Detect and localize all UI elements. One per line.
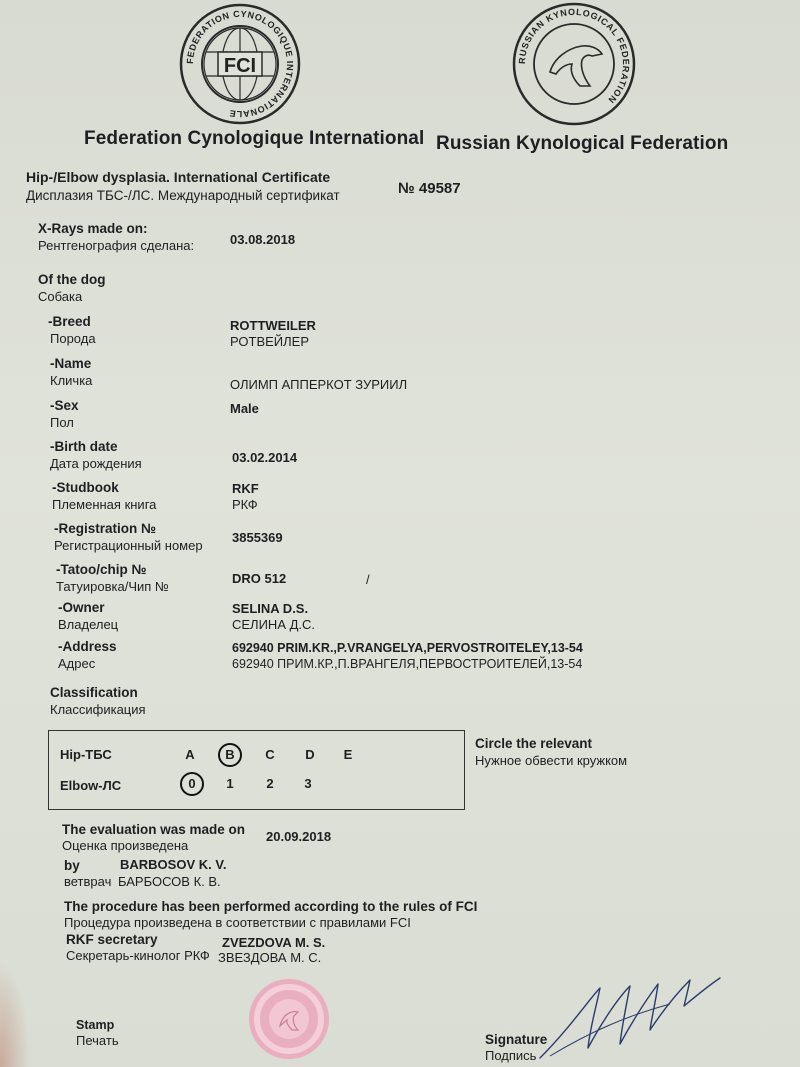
dog-section-label-ru: Собака	[38, 289, 83, 304]
vet-name-en: BARBOSOV K. V.	[120, 857, 227, 872]
stamp-label-ru: Печать	[76, 1033, 119, 1048]
secretary-name-ru: ЗВЕЗДОВА М. С.	[218, 950, 322, 965]
tattoo-label-ru: Татуировка/Чип №	[56, 579, 169, 594]
evaluation-date: 20.09.2018	[266, 829, 332, 844]
studbook-label-ru: Племенная книга	[52, 497, 157, 512]
sex-label-en: -Sex	[50, 398, 79, 413]
handwritten-signature	[530, 968, 730, 1064]
xray-label-en: X-Rays made on:	[38, 221, 148, 236]
secretary-label-en: RKF secretary	[66, 932, 158, 947]
dog-name-value: ОЛИМП АППЕРКОТ ЗУРИИЛ	[230, 377, 408, 392]
name-label-en: -Name	[50, 356, 92, 371]
secretary-label-ru: Секретарь-кинолог РКФ	[66, 948, 210, 963]
rkf-seal-icon	[510, 2, 638, 126]
breed-label-ru: Порода	[50, 331, 96, 346]
fci-seal-ring-text: FEDERATION CYNOLOGIQUE INTERNATIONALE	[184, 8, 296, 120]
owner-value-ru: СЕЛИНА Д.С.	[232, 617, 316, 632]
fci-organization-name: Federation Cynologique International	[84, 128, 425, 149]
hip-grade-e: E	[343, 747, 353, 762]
xray-date: 03.08.2018	[230, 232, 296, 247]
page-edge-shadow	[0, 960, 30, 1067]
owner-label-ru: Владелец	[58, 617, 119, 632]
address-value-en: 692940 PRIM.KR.,P.VRANGELYA,PERVOSTROITELEY,13-54	[232, 641, 583, 655]
studbook-label-en: -Studbook	[52, 480, 119, 495]
classification-label-en: Classification	[50, 685, 138, 700]
signature-label-ru: Подпись	[485, 1048, 537, 1063]
hip-grade-d: D	[305, 747, 315, 762]
registration-label-en: -Registration №	[54, 521, 157, 536]
registration-value: 3855369	[232, 530, 283, 545]
procedure-text-ru: Процедура произведена в соответствии с правилами FCI	[64, 915, 411, 930]
elbow-grade-2: 2	[266, 776, 274, 791]
evaluation-label-ru: Оценка произведена	[62, 838, 189, 853]
classification-label-ru: Классификация	[50, 702, 146, 717]
xray-label-ru: Рентгенография сделана:	[38, 238, 195, 253]
procedure-text-en: The procedure has been performed according to the rules of FCI	[64, 899, 478, 914]
by-label-en: by	[64, 858, 80, 873]
birth-date-label-ru: Дата рождения	[50, 456, 142, 471]
address-label-ru: Адрес	[58, 656, 96, 671]
elbow-grade-1: 1	[226, 776, 234, 791]
hip-grade-b-circled: B	[218, 743, 242, 767]
breed-value-ru: РОТВЕЙЛЕР	[230, 334, 309, 349]
studbook-value-en: RKF	[232, 481, 259, 496]
tattoo-separator: /	[366, 572, 370, 587]
sex-value: Male	[230, 401, 259, 416]
secretary-name-en: ZVEZDOVA M. S.	[222, 935, 326, 950]
breed-label-en: -Breed	[48, 314, 91, 329]
certificate-number: № 49587	[398, 180, 461, 197]
address-value-ru: 692940 ПРИМ.КР.,П.ВРАНГЕЛЯ,ПЕРВОСТРОИТЕЛЕЙ,13-54	[232, 657, 583, 671]
owner-label-en: -Owner	[58, 600, 105, 615]
dog-section-label-en: Of the dog	[38, 272, 106, 287]
birth-date-label-en: -Birth date	[50, 439, 118, 454]
certificate-title-en: Hip-/Elbow dysplasia. International Certificate	[26, 169, 331, 185]
hip-label: Hip-ТБС	[60, 747, 112, 762]
stamp-label-en: Stamp	[76, 1018, 115, 1032]
by-label-ru: ветврач	[64, 874, 112, 889]
elbow-grade-0-circled: 0	[180, 772, 204, 796]
fci-seal-icon	[178, 2, 302, 126]
circle-note-ru: Нужное обвести кружком	[475, 753, 628, 768]
classification-box	[48, 730, 465, 810]
hip-grade-a: A	[185, 747, 195, 762]
vet-name-ru: БАРБОСОВ К. В.	[118, 874, 221, 889]
birth-date-value: 03.02.2014	[232, 450, 298, 465]
pink-stamp-icon	[246, 976, 332, 1062]
name-label-ru: Кличка	[50, 373, 93, 388]
elbow-label: Elbow-ЛС	[60, 778, 122, 793]
hip-grade-c: C	[265, 747, 275, 762]
rkf-organization-name: Russian Kynological Federation	[436, 133, 729, 154]
studbook-value-ru: РКФ	[232, 497, 258, 512]
elbow-grade-3: 3	[304, 776, 312, 791]
sex-label-ru: Пол	[50, 415, 74, 430]
rkf-seal-ring-text: RUSSIAN KYNOLOGICAL FEDERATION	[516, 6, 632, 106]
tattoo-label-en: -Tatoo/chip №	[56, 562, 147, 577]
address-label-en: -Address	[58, 639, 117, 654]
registration-label-ru: Регистрационный номер	[54, 538, 203, 553]
breed-value-en: ROTTWEILER	[230, 318, 316, 333]
evaluation-label-en: The evaluation was made on	[62, 822, 246, 837]
certificate-title-ru: Дисплазия ТБС-/ЛС. Международный сертификат	[26, 188, 340, 203]
owner-value-en: SELINA D.S.	[232, 601, 309, 616]
circle-note-en: Circle the relevant	[475, 736, 593, 751]
signature-label-en: Signature	[485, 1032, 548, 1047]
tattoo-value: DRO 512	[232, 571, 287, 586]
fci-seal-center-text: FCI	[223, 55, 257, 77]
